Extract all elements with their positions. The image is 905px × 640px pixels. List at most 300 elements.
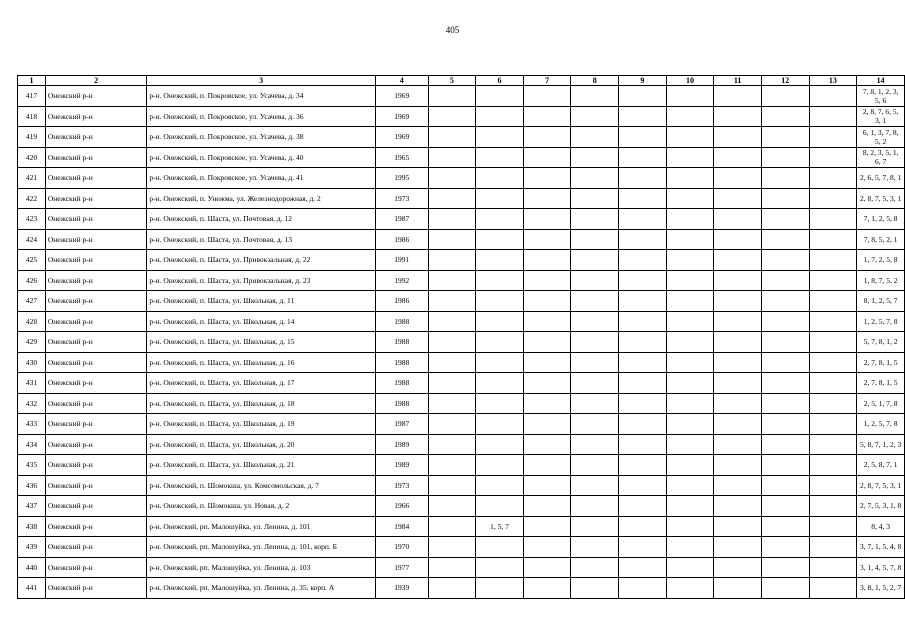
empty-cell xyxy=(428,106,476,127)
empty-cell xyxy=(428,578,476,599)
empty-cell xyxy=(809,455,857,476)
empty-cell xyxy=(428,537,476,558)
empty-cell xyxy=(523,106,571,127)
empty-cell xyxy=(428,332,476,353)
empty-cell xyxy=(428,270,476,291)
empty-cell xyxy=(428,373,476,394)
year-cell: 1986 xyxy=(375,291,428,312)
table-row xyxy=(18,106,905,127)
empty-cell xyxy=(571,455,619,476)
empty-cell xyxy=(714,373,762,394)
year-cell: 1970 xyxy=(375,537,428,558)
empty-cell xyxy=(571,434,619,455)
empty-cell xyxy=(571,229,619,250)
column-6-cell xyxy=(476,209,524,230)
year-cell: 1988 xyxy=(375,311,428,332)
year-cell: 1969 xyxy=(375,106,428,127)
empty-cell xyxy=(571,393,619,414)
empty-cell xyxy=(571,209,619,230)
empty-cell xyxy=(428,475,476,496)
empty-cell xyxy=(571,578,619,599)
empty-cell xyxy=(761,209,809,230)
empty-cell xyxy=(666,86,714,107)
address-cell: р-н. Онежский, п. Шаста, ул. Школьная, д. 18 xyxy=(147,393,376,414)
address-cell: р-н. Онежский, п. Шаста, ул. Привокзальная, д. 23 xyxy=(147,270,376,291)
year-cell: 1988 xyxy=(375,352,428,373)
empty-cell xyxy=(714,106,762,127)
empty-cell xyxy=(809,209,857,230)
empty-cell xyxy=(666,209,714,230)
district-cell: Онежский р-н xyxy=(45,209,146,230)
empty-cell xyxy=(809,557,857,578)
empty-cell xyxy=(523,393,571,414)
empty-cell xyxy=(666,106,714,127)
empty-cell xyxy=(761,373,809,394)
empty-cell xyxy=(523,516,571,537)
column-6-cell xyxy=(476,393,524,414)
empty-cell xyxy=(714,393,762,414)
column-6-cell xyxy=(476,168,524,189)
table-row xyxy=(18,209,905,230)
year-cell: 1965 xyxy=(375,147,428,168)
empty-cell xyxy=(714,557,762,578)
empty-cell xyxy=(761,188,809,209)
empty-cell xyxy=(666,127,714,148)
table-row xyxy=(18,496,905,517)
column-header: 2 xyxy=(45,76,146,86)
row-number-cell: 434 xyxy=(18,434,46,455)
empty-cell xyxy=(619,127,667,148)
empty-cell xyxy=(619,393,667,414)
empty-cell xyxy=(428,516,476,537)
empty-cell xyxy=(714,516,762,537)
empty-cell xyxy=(523,168,571,189)
year-cell: 1987 xyxy=(375,209,428,230)
table-row xyxy=(18,516,905,537)
empty-cell xyxy=(523,229,571,250)
empty-cell xyxy=(571,147,619,168)
empty-cell xyxy=(428,188,476,209)
column-14-cell: 1, 2, 5, 7, 8 xyxy=(857,311,905,332)
district-cell: Онежский р-н xyxy=(45,557,146,578)
empty-cell xyxy=(666,147,714,168)
empty-cell xyxy=(619,86,667,107)
empty-cell xyxy=(761,578,809,599)
column-header: 9 xyxy=(619,76,667,86)
column-14-cell: 2, 7, 5, 3, 1, 8 xyxy=(857,496,905,517)
year-cell: 1984 xyxy=(375,516,428,537)
empty-cell xyxy=(619,311,667,332)
empty-cell xyxy=(666,537,714,558)
empty-cell xyxy=(619,332,667,353)
column-header: 12 xyxy=(761,76,809,86)
empty-cell xyxy=(714,455,762,476)
column-6-cell: 1, 5, 7 xyxy=(476,516,524,537)
empty-cell xyxy=(809,373,857,394)
empty-cell xyxy=(714,209,762,230)
district-cell: Онежский р-н xyxy=(45,537,146,558)
address-cell: р-н. Онежский, п. Шаста, ул. Школьная, д. 20 xyxy=(147,434,376,455)
empty-cell xyxy=(428,393,476,414)
column-header: 13 xyxy=(809,76,857,86)
empty-cell xyxy=(571,516,619,537)
empty-cell xyxy=(761,311,809,332)
table-row xyxy=(18,291,905,312)
empty-cell xyxy=(428,291,476,312)
column-header: 4 xyxy=(375,76,428,86)
column-6-cell xyxy=(476,229,524,250)
empty-cell xyxy=(523,291,571,312)
empty-cell xyxy=(619,229,667,250)
empty-cell xyxy=(523,557,571,578)
column-14-cell: 2, 7, 8, 1, 5 xyxy=(857,352,905,373)
address-cell: р-н. Онежский, рп. Малошуйка, ул. Ленина, д. 103 xyxy=(147,557,376,578)
row-number-cell: 420 xyxy=(18,147,46,168)
empty-cell xyxy=(619,147,667,168)
year-cell: 1973 xyxy=(375,475,428,496)
empty-cell xyxy=(571,537,619,558)
empty-cell xyxy=(666,393,714,414)
empty-cell xyxy=(714,311,762,332)
table-row xyxy=(18,557,905,578)
address-cell: р-н. Онежский, рп. Малошуйка, ул. Ленина, д. 35, корп. А xyxy=(147,578,376,599)
column-6-cell xyxy=(476,414,524,435)
row-number-cell: 423 xyxy=(18,209,46,230)
empty-cell xyxy=(571,106,619,127)
year-cell: 1989 xyxy=(375,434,428,455)
year-cell: 1987 xyxy=(375,414,428,435)
address-cell: р-н. Онежский, п. Шаста, ул. Школьная, д. 11 xyxy=(147,291,376,312)
table-row xyxy=(18,168,905,189)
table-row xyxy=(18,188,905,209)
address-cell: р-н. Онежский, п. Шомокша, ул. Новая, д. 2 xyxy=(147,496,376,517)
table-row xyxy=(18,537,905,558)
column-14-cell: 5, 7, 8, 1, 2 xyxy=(857,332,905,353)
empty-cell xyxy=(619,168,667,189)
empty-cell xyxy=(428,352,476,373)
column-6-cell xyxy=(476,188,524,209)
empty-cell xyxy=(523,127,571,148)
year-cell: 1992 xyxy=(375,270,428,291)
column-14-cell: 2, 8, 7, 5, 3, 1 xyxy=(857,188,905,209)
column-14-cell: 2, 5, 1, 7, 8 xyxy=(857,393,905,414)
empty-cell xyxy=(523,209,571,230)
empty-cell xyxy=(571,291,619,312)
column-14-cell: 2, 8, 7, 5, 3, 1 xyxy=(857,475,905,496)
year-cell: 1991 xyxy=(375,250,428,271)
empty-cell xyxy=(666,352,714,373)
empty-cell xyxy=(523,270,571,291)
empty-cell xyxy=(571,86,619,107)
column-6-cell xyxy=(476,557,524,578)
empty-cell xyxy=(809,229,857,250)
table-row xyxy=(18,393,905,414)
empty-cell xyxy=(571,270,619,291)
empty-cell xyxy=(428,127,476,148)
empty-cell xyxy=(761,127,809,148)
empty-cell xyxy=(809,434,857,455)
empty-cell xyxy=(809,393,857,414)
row-number-cell: 436 xyxy=(18,475,46,496)
year-cell: 1995 xyxy=(375,168,428,189)
empty-cell xyxy=(714,168,762,189)
district-cell: Онежский р-н xyxy=(45,188,146,209)
row-number-cell: 433 xyxy=(18,414,46,435)
district-cell: Онежский р-н xyxy=(45,455,146,476)
district-cell: Онежский р-н xyxy=(45,352,146,373)
empty-cell xyxy=(666,168,714,189)
empty-cell xyxy=(809,332,857,353)
empty-cell xyxy=(714,352,762,373)
district-cell: Онежский р-н xyxy=(45,393,146,414)
table-row xyxy=(18,86,905,107)
address-cell: р-н. Онежский, п. Шомокша, ул. Комсомольская, д. 7 xyxy=(147,475,376,496)
row-number-cell: 430 xyxy=(18,352,46,373)
row-number-cell: 441 xyxy=(18,578,46,599)
empty-cell xyxy=(619,373,667,394)
empty-cell xyxy=(619,291,667,312)
column-14-cell: 3, 8, 1, 5, 2, 7 xyxy=(857,578,905,599)
empty-cell xyxy=(714,414,762,435)
row-number-cell: 431 xyxy=(18,373,46,394)
empty-cell xyxy=(714,537,762,558)
empty-cell xyxy=(761,475,809,496)
empty-cell xyxy=(523,578,571,599)
empty-cell xyxy=(714,270,762,291)
district-cell: Онежский р-н xyxy=(45,147,146,168)
address-cell: р-н. Онежский, п. Покровское, ул. Усачева, д. 38 xyxy=(147,127,376,148)
empty-cell xyxy=(666,516,714,537)
empty-cell xyxy=(761,291,809,312)
empty-cell xyxy=(523,86,571,107)
year-cell: 1973 xyxy=(375,188,428,209)
empty-cell xyxy=(809,537,857,558)
district-cell: Онежский р-н xyxy=(45,516,146,537)
empty-cell xyxy=(809,127,857,148)
empty-cell xyxy=(571,332,619,353)
column-header: 1 xyxy=(18,76,46,86)
empty-cell xyxy=(666,229,714,250)
column-14-cell: 8, 2, 3, 5, 1, 6, 7 xyxy=(857,147,905,168)
empty-cell xyxy=(523,475,571,496)
row-number-cell: 429 xyxy=(18,332,46,353)
row-number-cell: 432 xyxy=(18,393,46,414)
empty-cell xyxy=(666,311,714,332)
column-header: 6 xyxy=(476,76,524,86)
table-row xyxy=(18,270,905,291)
empty-cell xyxy=(761,393,809,414)
empty-cell xyxy=(666,414,714,435)
empty-cell xyxy=(571,496,619,517)
table-row xyxy=(18,434,905,455)
year-cell: 1989 xyxy=(375,455,428,476)
empty-cell xyxy=(666,291,714,312)
column-14-cell: 3, 7, 1, 5, 4, 8 xyxy=(857,537,905,558)
year-cell: 1966 xyxy=(375,496,428,517)
column-header: 5 xyxy=(428,76,476,86)
address-cell: р-н. Онежский, рп. Малошуйка, ул. Ленина, д. 101, корп. Б xyxy=(147,537,376,558)
column-14-cell: 7, 8, 1, 2, 3, 5, 6 xyxy=(857,86,905,107)
empty-cell xyxy=(571,168,619,189)
district-cell: Онежский р-н xyxy=(45,434,146,455)
empty-cell xyxy=(714,127,762,148)
page-number: 405 xyxy=(445,25,460,35)
empty-cell xyxy=(809,188,857,209)
empty-cell xyxy=(761,250,809,271)
column-6-cell xyxy=(476,373,524,394)
address-cell: р-н. Онежский, п. Покровское, ул. Усачева, д. 40 xyxy=(147,147,376,168)
column-14-cell: 1, 7, 2, 5, 8 xyxy=(857,250,905,271)
empty-cell xyxy=(666,434,714,455)
empty-cell xyxy=(714,332,762,353)
empty-cell xyxy=(571,373,619,394)
empty-cell xyxy=(714,291,762,312)
empty-cell xyxy=(571,250,619,271)
empty-cell xyxy=(761,147,809,168)
column-6-cell xyxy=(476,250,524,271)
address-cell: р-н. Онежский, п. Шаста, ул. Школьная, д. 17 xyxy=(147,373,376,394)
address-cell: р-н. Онежский, п. Шаста, ул. Школьная, д. 16 xyxy=(147,352,376,373)
empty-cell xyxy=(666,455,714,476)
row-number-cell: 439 xyxy=(18,537,46,558)
empty-cell xyxy=(761,557,809,578)
empty-cell xyxy=(809,168,857,189)
column-14-cell: 8, 4, 3 xyxy=(857,516,905,537)
empty-cell xyxy=(809,475,857,496)
empty-cell xyxy=(428,229,476,250)
empty-cell xyxy=(714,434,762,455)
table-row xyxy=(18,250,905,271)
district-cell: Онежский р-н xyxy=(45,270,146,291)
empty-cell xyxy=(809,86,857,107)
empty-cell xyxy=(523,434,571,455)
empty-cell xyxy=(666,373,714,394)
empty-cell xyxy=(571,188,619,209)
empty-cell xyxy=(428,147,476,168)
row-number-cell: 437 xyxy=(18,496,46,517)
column-6-cell xyxy=(476,434,524,455)
address-cell: р-н. Онежский, п. Унежма, ул. Железнодорожная, д. 2 xyxy=(147,188,376,209)
empty-cell xyxy=(761,168,809,189)
empty-cell xyxy=(428,557,476,578)
column-header: 11 xyxy=(714,76,762,86)
empty-cell xyxy=(428,414,476,435)
empty-cell xyxy=(666,270,714,291)
address-cell: р-н. Онежский, п. Покровское, ул. Усачева, д. 41 xyxy=(147,168,376,189)
column-header: 10 xyxy=(666,76,714,86)
table-row xyxy=(18,229,905,250)
column-6-cell xyxy=(476,86,524,107)
empty-cell xyxy=(761,455,809,476)
empty-cell xyxy=(666,250,714,271)
address-cell: р-н. Онежский, п. Шаста, ул. Привокзальная, д. 22 xyxy=(147,250,376,271)
district-cell: Онежский р-н xyxy=(45,311,146,332)
column-6-cell xyxy=(476,291,524,312)
district-cell: Онежский р-н xyxy=(45,229,146,250)
empty-cell xyxy=(714,496,762,517)
row-number-cell: 440 xyxy=(18,557,46,578)
empty-cell xyxy=(809,270,857,291)
column-6-cell xyxy=(476,332,524,353)
column-14-cell: 2, 7, 8, 1, 5 xyxy=(857,373,905,394)
empty-cell xyxy=(714,188,762,209)
table-row xyxy=(18,578,905,599)
empty-cell xyxy=(714,475,762,496)
address-cell: р-н. Онежский, п. Шаста, ул. Школьная, д. 21 xyxy=(147,455,376,476)
district-cell: Онежский р-н xyxy=(45,168,146,189)
column-6-cell xyxy=(476,106,524,127)
address-cell: р-н. Онежский, п. Шаста, ул. Школьная, д. 14 xyxy=(147,311,376,332)
empty-cell xyxy=(428,455,476,476)
empty-cell xyxy=(523,311,571,332)
district-cell: Онежский р-н xyxy=(45,578,146,599)
column-14-cell: 2, 6, 5, 7, 8, 1 xyxy=(857,168,905,189)
empty-cell xyxy=(571,127,619,148)
empty-cell xyxy=(809,352,857,373)
empty-cell xyxy=(809,496,857,517)
empty-cell xyxy=(714,229,762,250)
district-cell: Онежский р-н xyxy=(45,250,146,271)
empty-cell xyxy=(619,434,667,455)
table-row xyxy=(18,127,905,148)
column-header: 3 xyxy=(147,76,376,86)
empty-cell xyxy=(761,414,809,435)
empty-cell xyxy=(428,86,476,107)
empty-cell xyxy=(619,270,667,291)
empty-cell xyxy=(619,516,667,537)
empty-cell xyxy=(619,455,667,476)
empty-cell xyxy=(666,332,714,353)
row-number-cell: 427 xyxy=(18,291,46,312)
row-number-cell: 419 xyxy=(18,127,46,148)
table-row xyxy=(18,373,905,394)
empty-cell xyxy=(761,332,809,353)
column-14-cell: 2, 5, 8, 7, 1 xyxy=(857,455,905,476)
row-number-cell: 438 xyxy=(18,516,46,537)
year-cell: 1988 xyxy=(375,332,428,353)
column-6-cell xyxy=(476,578,524,599)
register-table xyxy=(17,75,905,599)
district-cell: Онежский р-н xyxy=(45,127,146,148)
empty-cell xyxy=(761,434,809,455)
empty-cell xyxy=(619,250,667,271)
row-number-cell: 435 xyxy=(18,455,46,476)
empty-cell xyxy=(809,147,857,168)
column-14-cell: 1, 8, 7, 5, 2 xyxy=(857,270,905,291)
address-cell: р-н. Онежский, п. Покровское, ул. Усачева, д. 34 xyxy=(147,86,376,107)
empty-cell xyxy=(761,270,809,291)
table-body xyxy=(18,86,905,599)
empty-cell xyxy=(619,557,667,578)
empty-cell xyxy=(523,496,571,517)
table-row xyxy=(18,311,905,332)
empty-cell xyxy=(523,537,571,558)
empty-cell xyxy=(523,352,571,373)
empty-cell xyxy=(619,537,667,558)
empty-cell xyxy=(428,434,476,455)
empty-cell xyxy=(428,250,476,271)
empty-cell xyxy=(571,414,619,435)
empty-cell xyxy=(571,311,619,332)
empty-cell xyxy=(619,414,667,435)
row-number-cell: 422 xyxy=(18,188,46,209)
district-cell: Онежский р-н xyxy=(45,475,146,496)
year-cell: 1988 xyxy=(375,373,428,394)
district-cell: Онежский р-н xyxy=(45,106,146,127)
empty-cell xyxy=(761,496,809,517)
empty-cell xyxy=(809,311,857,332)
column-6-cell xyxy=(476,537,524,558)
